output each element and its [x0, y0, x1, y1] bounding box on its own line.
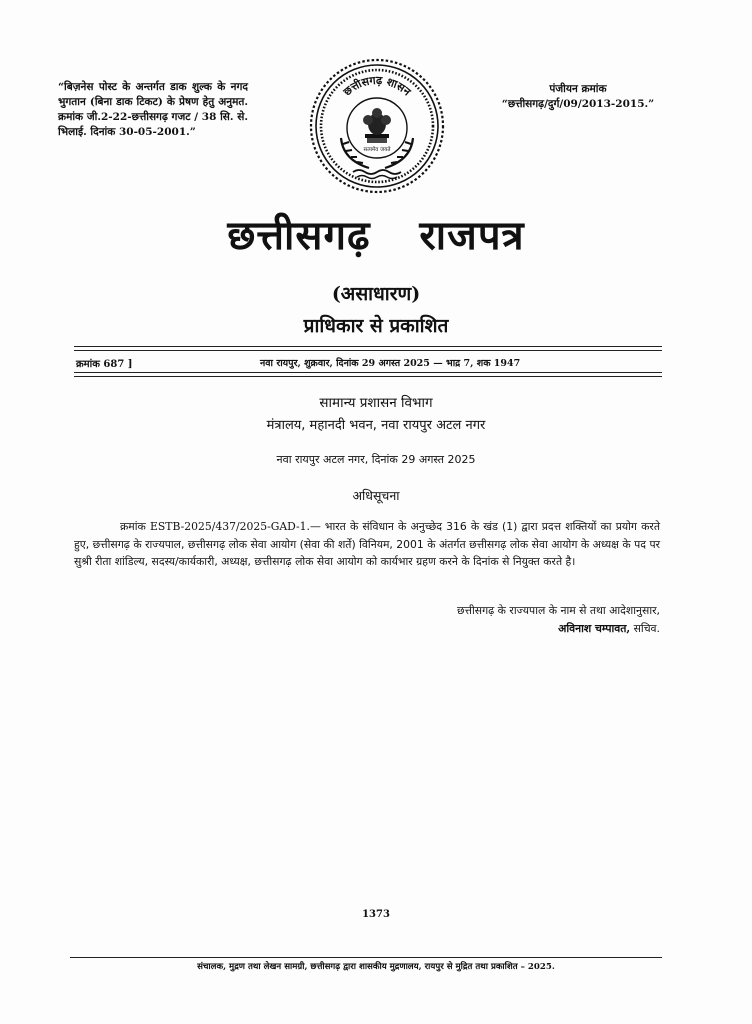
seal-ring-text: छत्तीसगढ़ शासन: [340, 73, 414, 99]
page-number: 1373: [362, 909, 390, 920]
notification-body: [74, 518, 660, 571]
notification-title: अधिसूचना: [352, 488, 400, 503]
authority-line: प्राधिकार से प्रकाशित: [303, 315, 449, 337]
place-and-date: नवा रायपुर अटल नगर, दिनांक 29 अगस्त 2025: [276, 453, 476, 466]
registration-block: [478, 82, 678, 112]
issue-number: क्रमांक 687 ]: [76, 359, 133, 370]
footer-rule: [70, 957, 662, 958]
registration-number: “छत्तीसगढ़/दुर्ग/09/2013-2015.”: [501, 98, 655, 110]
header-rule-top: [74, 346, 662, 347]
registration-label: पंजीयन क्रमांक: [549, 83, 607, 95]
notification-text: भारत के संविधान के अनुच्छेद 316 के खंड (1) द्वारा प्रदत्त शक्तियों का प्रयोग करते हुए, छत्तीसगढ़ के राज्यपाल, छत्तीसगढ़ लोक सेवा आयोग (सेवा की शर्ते) विनियम, 2001 के अंतर्गत छत्तीसगढ़ लोक सेवा आयोग के अध्यक्ष के पद पर सुश्री रीता शांडिल्य, सदस्य/कार्यकारी, अध्यक्ष, छत्तीसगढ़ लोक सेवा आयोग को कार्यभार ग्रहण करने के दिनांक से नियुक्त करते है।: [74, 520, 660, 568]
notification-reference: क्रमांक ESTB-2025/437/2025-GAD-1.—: [120, 520, 321, 533]
signatory-title: सचिव.: [630, 622, 660, 635]
issue-date-line: नवा रायपुर, शुक्रवार, दिनांक 29 अगस्त 2025 — भाद्र 7, शक 1947: [260, 358, 521, 369]
signatory: [360, 621, 660, 636]
department-name: सामान्य प्रशासन विभाग: [319, 395, 433, 411]
extraordinary-label: (असाधारण): [331, 283, 421, 305]
state-emblem-icon: [307, 56, 447, 196]
seal-motto: सत्यमेव जयते: [363, 147, 391, 153]
signatory-name: अविनाश चम्पावत,: [558, 622, 631, 635]
postal-permission-note: “बिज़नेस पोस्ट के अन्तर्गत डाक शुल्क के नगद भुगतान (बिना डाक टिकट) के प्रेषण हेतु अनुमत. क्रमांक जी.2-22-छत्तीसगढ़ गजट / 38 सि. से. भिलाई. दिनांक 30-05-2001.”: [58, 81, 248, 138]
state-seal: [307, 56, 447, 196]
header-rule-bottom-double: [74, 376, 662, 377]
authorisation-line: छत्तीसगढ़ के राज्यपाल के नाम से तथा आदेशानुसार,: [456, 604, 660, 617]
department-address: मंत्रालय, महानदी भवन, नवा रायपुर अटल नगर: [266, 418, 486, 433]
printer-footer: संचालक, मुद्रण तथा लेखन सामग्री, छत्तीसगढ़ द्वारा शासकीय मुद्रणालय, रायपुर से मुद्रित तथा प्रकाशित – 2025.: [197, 962, 555, 972]
gazette-masthead: छत्तीसगढ़ राजपत्र: [227, 212, 525, 259]
header-rule-top-double: [74, 350, 662, 351]
header-rule-bottom: [74, 372, 662, 373]
